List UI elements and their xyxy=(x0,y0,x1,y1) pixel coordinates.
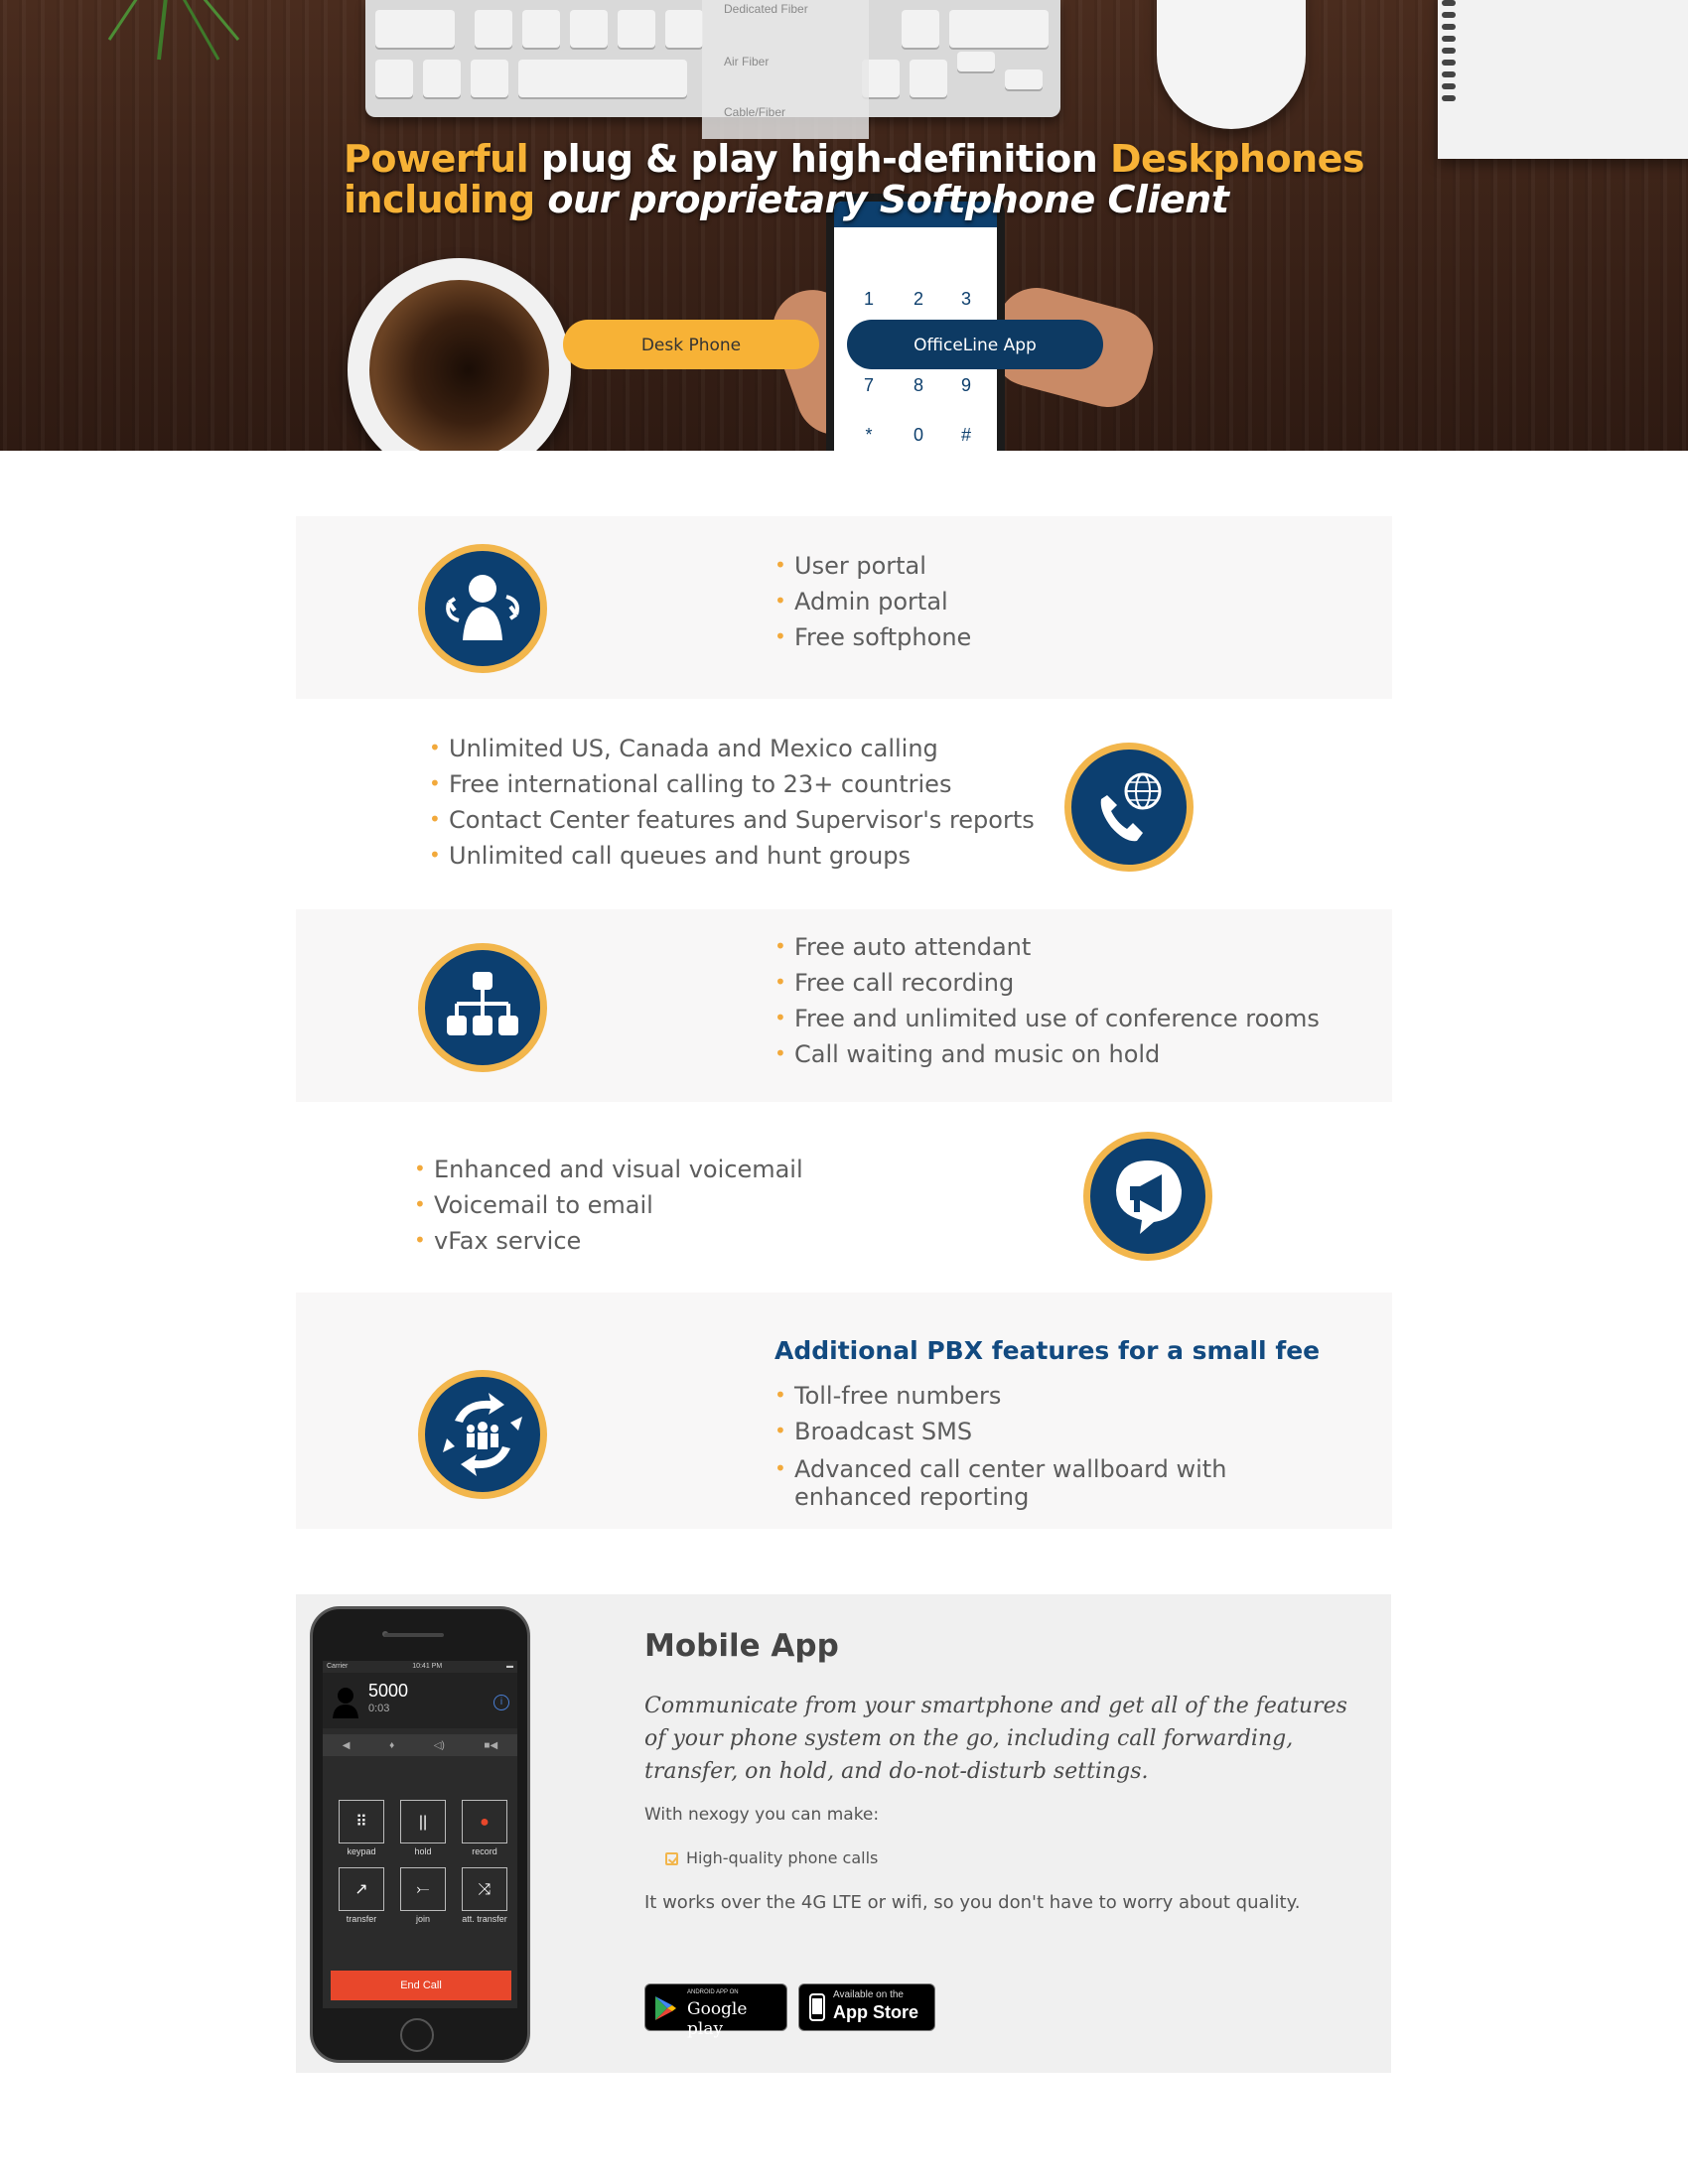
phone-digit: 2 xyxy=(913,289,923,309)
phone-digit: 1 xyxy=(863,289,874,309)
phone-digit: 9 xyxy=(960,375,971,395)
mobile-app-title: Mobile App xyxy=(644,1628,839,1664)
coffee-cup-decoration xyxy=(348,258,571,451)
record-label: record xyxy=(472,1846,497,1856)
end-call-button[interactable]: End Call xyxy=(331,1971,511,2000)
headline-including: including xyxy=(344,178,548,221)
transfer-icon[interactable]: ↗ xyxy=(339,1867,384,1911)
call-control-bar xyxy=(323,1734,517,1756)
hero-headline xyxy=(344,139,1436,220)
home-button xyxy=(400,2018,434,2052)
additional-features-title: Additional PBX features for a small fee xyxy=(774,1336,1321,1365)
megaphone-icon xyxy=(1083,1132,1212,1261)
phone-digit: * xyxy=(865,425,873,445)
notebook-decoration xyxy=(1438,0,1688,159)
iphone-icon xyxy=(809,1993,825,2021)
keypad-label: keypad xyxy=(347,1846,376,1856)
speaker-icon: ◁) xyxy=(433,1739,445,1751)
app-store-text: App Store xyxy=(833,2002,919,2022)
list-item: • Free call recording xyxy=(774,965,1320,1001)
list-item: • Unlimited US, Canada and Mexico calling xyxy=(429,731,1035,766)
google-play-small-text: ANDROID APP ON xyxy=(687,1989,739,1995)
list-item: • Contact Center features and Supervisor's reports xyxy=(429,802,1035,838)
att-transfer-icon[interactable]: ⤨ xyxy=(462,1867,507,1911)
with-nexogy-text: With nexogy you can make: xyxy=(644,1805,880,1825)
desk-phone-button[interactable]: Desk Phone xyxy=(563,320,819,369)
phone-digit: 0 xyxy=(913,425,923,445)
team-cycle-icon xyxy=(418,1370,547,1499)
info-icon: i xyxy=(493,1695,509,1710)
mobile-phone-illustration xyxy=(310,1606,530,2063)
headline-deskphones: Deskphones xyxy=(1110,137,1365,181)
checklist-item xyxy=(665,1848,878,1867)
phone-digit: # xyxy=(960,425,971,445)
google-play-text: Google play xyxy=(687,1999,748,2039)
dropdown-option-cable-fiber[interactable]: Cable/Fiber xyxy=(724,105,786,119)
hold-label: hold xyxy=(414,1846,432,1856)
app-store-badge[interactable] xyxy=(798,1983,935,2031)
plant-leaves-decoration xyxy=(89,0,258,79)
record-icon[interactable]: ● xyxy=(462,1800,507,1843)
mouse-decoration xyxy=(1157,0,1306,129)
hold-icon[interactable]: || xyxy=(400,1800,446,1843)
service-type-dropdown[interactable] xyxy=(702,0,869,139)
hero-banner xyxy=(0,0,1688,451)
feature-row-additional xyxy=(296,1293,1392,1529)
list-item: • Unlimited call queues and hunt groups xyxy=(429,838,1035,874)
mic-icon: ♦ xyxy=(389,1739,395,1751)
list-item: • Free international calling to 23+ countries xyxy=(429,766,1035,802)
mobile-app-section xyxy=(296,1594,1391,2073)
list-item: • Broadcast SMS xyxy=(774,1414,1251,1449)
call-duration: 0:03 xyxy=(368,1703,390,1714)
checklist-item-label: High-quality phone calls xyxy=(686,1848,879,1867)
list-item: • Call waiting and music on hold xyxy=(774,1036,1320,1072)
global-call-icon xyxy=(1064,743,1194,872)
additional-features-list xyxy=(774,1378,1251,1511)
join-icon[interactable]: ⤚ xyxy=(400,1867,446,1911)
list-item: • Voicemail to email xyxy=(414,1187,803,1223)
calling-features-list xyxy=(429,731,1035,874)
list-item: • Toll-free numbers xyxy=(774,1378,1251,1414)
dropdown-option-air-fiber[interactable]: Air Fiber xyxy=(724,55,770,68)
phone-digit: 8 xyxy=(913,375,923,395)
feature-row-attendant xyxy=(296,909,1392,1102)
portal-features-list xyxy=(774,548,971,655)
carrier-label: Carrier xyxy=(327,1663,349,1670)
mobile-app-description: Communicate from your smartphone and get all of the features of your phone system on the go, including call forwarding, transfer, on hold, and do-not-disturb settings. xyxy=(644,1694,1347,1784)
keypad-icon[interactable]: ⠿ xyxy=(339,1800,384,1843)
list-item: • Free and unlimited use of conference rooms xyxy=(774,1001,1320,1036)
connectivity-text: It works over the 4G LTE or wifi, so you don't have to worry about quality. xyxy=(644,1892,1301,1913)
checkbox-icon xyxy=(665,1852,678,1865)
clock-label: 10:41 PM xyxy=(412,1663,443,1670)
feature-row-portals xyxy=(296,516,1392,699)
google-play-icon xyxy=(653,1994,677,2022)
headline-plug-and-play: plug & play high-definition xyxy=(528,137,1110,181)
feature-row-voicemail xyxy=(296,1102,1392,1293)
battery-icon: ▬ xyxy=(505,1663,513,1670)
headline-powerful: Powerful xyxy=(344,137,529,181)
hierarchy-icon xyxy=(418,943,547,1072)
officeline-app-button[interactable]: OfficeLine App xyxy=(847,320,1103,369)
transfer-label: transfer xyxy=(346,1914,377,1924)
list-item: • Free auto attendant xyxy=(774,929,1320,965)
dropdown-option-dedicated-fiber[interactable]: Dedicated Fiber xyxy=(724,2,808,16)
feature-row-calling xyxy=(296,699,1392,909)
attendant-features-list xyxy=(774,929,1320,1072)
att-transfer-label: att. transfer xyxy=(462,1914,507,1924)
list-item: • User portal xyxy=(774,548,971,584)
google-play-badge[interactable] xyxy=(644,1983,787,2039)
call-number: 5000 xyxy=(368,1681,409,1701)
app-store-small-text: Available on the xyxy=(833,1989,904,2000)
back-icon: ◀ xyxy=(342,1739,351,1751)
phone-digit: 7 xyxy=(863,375,874,395)
phone-screen xyxy=(323,1661,517,2008)
list-item: • vFax service xyxy=(414,1223,803,1259)
voicemail-features-list xyxy=(414,1152,803,1259)
join-label: join xyxy=(415,1914,430,1924)
list-item: • Enhanced and visual voicemail xyxy=(414,1152,803,1187)
video-icon: ■◀ xyxy=(484,1739,498,1751)
headline-softphone-client: our proprietary Softphone Client xyxy=(547,178,1229,221)
list-item: • Admin portal xyxy=(774,584,971,619)
user-portal-icon xyxy=(418,544,547,673)
avatar xyxy=(331,1685,360,1718)
list-item: • Free softphone xyxy=(774,619,971,655)
list-item: • Advanced call center wallboard with enhanced reporting xyxy=(774,1455,1251,1511)
phone-digit: 3 xyxy=(960,289,971,309)
